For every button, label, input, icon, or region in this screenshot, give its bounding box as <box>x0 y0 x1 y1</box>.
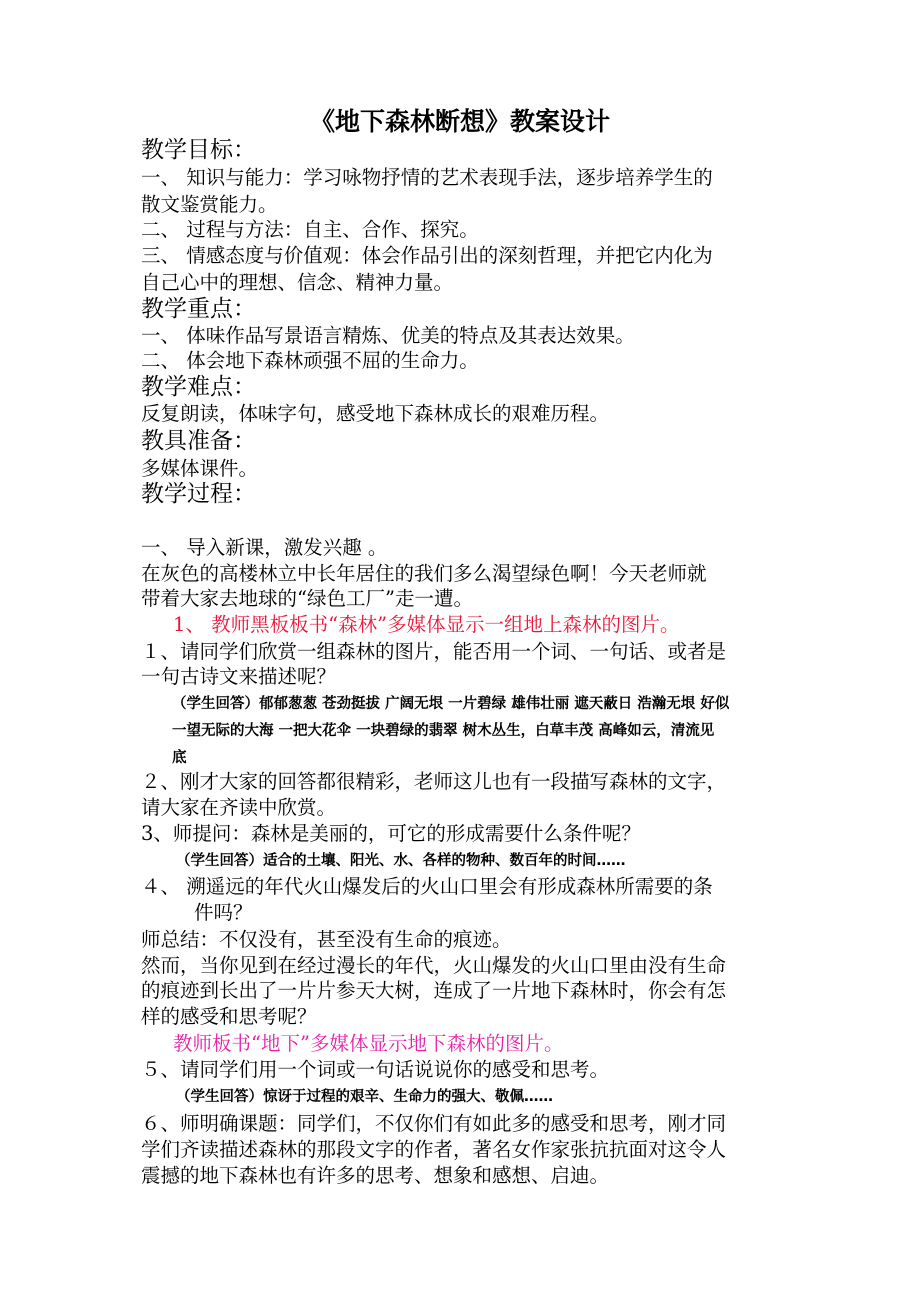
heading-materials: 教具准备： <box>141 428 256 454</box>
heading-difficulties: 教学难点： <box>141 374 256 400</box>
question-5: ５、请同学们用一个词或一句话说说你的感受和思考。 <box>141 1058 610 1081</box>
student-answer-1-line-1: （学生回答）郁郁葱葱 苍劲挺拔 广阔无垠 一片碧绿 雄伟壮丽 遮天蔽日 浩瀚无垠 好似 <box>172 696 730 712</box>
transition-paragraph-line-2: 的痕迹到长出了一片片参天大树，连成了一片地下森林时，你会有怎 <box>141 979 727 1002</box>
question-3: 3、师提问：森林是美丽的，可它的形成需要什么条件呢？ <box>141 822 641 845</box>
key-point-1: 一、 体味作品写景语言精炼、优美的特点及其表达效果。 <box>141 324 635 347</box>
board-note-forest: 1、 教师黑板板书“森林”多媒体显示一组地上森林的图片。 <box>173 613 680 636</box>
question-2-line-2: 请大家在齐读中欣赏。 <box>141 796 337 819</box>
goal-3-line-1: 三、 情感态度与价值观：体会作品引出的深刻哲理，并把它内化为 <box>141 244 713 267</box>
transition-paragraph-line-1: 然而，当你见到在经过漫长的年代，火山爆发的火山口里由没有生命 <box>141 954 727 977</box>
question-4-line-1: ４、 溯遥远的年代火山爆发后的火山口里会有形成森林所需要的条 <box>141 875 713 898</box>
topic-clarification-line-2: 学们齐读描述森林的那段文字的作者，著名女作家张抗抗面对这令人 <box>141 1138 727 1161</box>
teacher-summary: 师总结：不仅没有，甚至没有生命的痕迹。 <box>141 928 512 951</box>
question-1-line-1: １、请同学们欣赏一组森林的图片，能否用一个词、一句话、或者是 <box>141 640 727 663</box>
key-point-2: 二、 体会地下森林顽强不屈的生命力。 <box>141 349 479 372</box>
goal-1-line-1: 一、 知识与能力：学习咏物抒情的艺术表现手法，逐步培养学生的 <box>141 166 713 189</box>
difficulty-text: 反复朗读，体味字句，感受地下森林成长的艰难历程。 <box>141 402 610 425</box>
board-note-underground: 教师板书“地下”多媒体显示地下森林的图片。 <box>173 1032 564 1055</box>
goal-2: 二、 过程与方法：自主、合作、探究。 <box>141 218 479 241</box>
question-1-line-2: 一句古诗文来描述呢？ <box>141 665 337 688</box>
document-title: 《地下森林断想》教案设计 <box>309 107 610 136</box>
goal-3-line-2: 自己心中的理想、信念、精神力量。 <box>141 271 454 294</box>
intro-paragraph-line-1: 在灰色的高楼林立中长年居住的我们多么渴望绿色啊！今天老师就 <box>141 562 707 585</box>
goal-1-line-2: 散文鉴赏能力。 <box>141 193 278 216</box>
question-4-line-2: 件吗？ <box>194 901 253 924</box>
step-1-intro: 一、 导入新课，激发兴趣 。 <box>141 536 388 559</box>
transition-paragraph-line-3: 样的感受和思考呢？ <box>141 1005 317 1028</box>
materials-text: 多媒体课件。 <box>141 457 259 480</box>
topic-clarification-line-3: 震撼的地下森林也有许多的思考、想象和感想、启迪。 <box>141 1164 610 1187</box>
heading-key-points: 教学重点： <box>141 296 256 322</box>
student-answer-1-line-3: 底 <box>172 750 187 766</box>
question-2-line-1: ２、刚才大家的回答都很精彩，老师这儿也有一段描写森林的文字， <box>141 770 727 793</box>
intro-paragraph-line-2: 带着大家去地球的“绿色工厂”走一遭。 <box>141 587 473 610</box>
student-answer-2: （学生回答）适合的土壤、阳光、水、各样的物种、数百年的时间…… <box>176 853 626 869</box>
student-answer-3: （学生回答）惊讶于过程的艰辛、生命力的强大、敬佩…… <box>176 1089 553 1105</box>
student-answer-1-line-2: 一望无际的大海 一把大花伞 一块碧绿的翡翠 树木丛生，白草丰茂 高峰如云，清流见 <box>172 723 715 739</box>
heading-teaching-goals: 教学目标： <box>141 137 256 163</box>
topic-clarification-line-1: ６、师明确课题：同学们，不仅你们有如此多的感受和思考，刚才同 <box>141 1112 727 1135</box>
heading-process: 教学过程： <box>141 481 256 507</box>
